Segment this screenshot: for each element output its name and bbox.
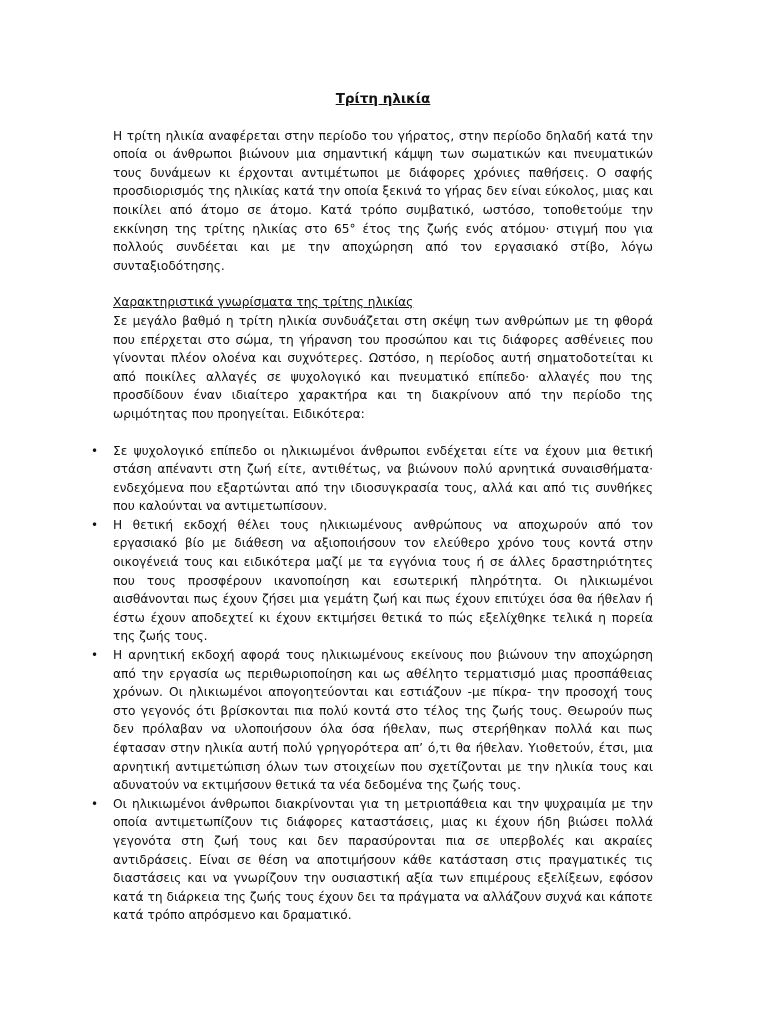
list-item [91, 795, 653, 925]
list-item-text: Η αρνητική εκδοχή αφορά τους ηλικιωμένους εκείνους που βιώνουν την αποχώρηση από την εργασία ως περιθωριοποίηση και ως αθέλητο τερματισμό μιας προσπάθειας χρόνων. Οι ηλικιωμένοι απογοητεύονται και εστιάζουν -με πίκρα- την προσοχή τους στο γεγονός ότι βρίσκονται πια πολύ κοντά στο τέλος της ζωής τους. Θεωρούν πως δεν πρόλαβαν να υλοποιήσουν όλα όσα ήθελαν, πως στερήθηκαν πολλά και πως έφτασαν στην ηλικία αυτή πολύ γρηγορότερα απ’ ό,τι θα ήθελαν. Υιοθετούν, έτσι, μια αρνητική αντιμετώπιση όλων των στοιχείων που σχετίζονται με την ηλικία τους και αδυνατούν να εκτιμήσουν θετικά τα νέα δεδομένα της ζωής τους. [113, 648, 653, 793]
intro-paragraph: Η τρίτη ηλικία αναφέρεται στην περίοδο του γήρατος, στην περίοδο δηλαδή κατά την οποία οι άνθρωποι βιώνουν μια σημαντική κάμψη των σωματικών και πνευματικών τους δυνάμεων κι έρχονται αντιμέτωποι με διάφορες χρόνιες παθήσεις. Ο σαφής προσδιορισμός της ηλικίας κατά την οποία ξεκινά το γήρας δεν είναι εύκολος, μιας και ποικίλει από άτομο σε άτομο. Κατά τρόπο συμβατικό, ωστόσο, τοποθετούμε την εκκίνηση της τρίτης ηλικίας στο 65° έτος της ζωής ενός ατόμου· στιγμή που για πολλούς συνδέεται και με την αποχώρηση από τον εργασιακό στίβο, λόγω συνταξιοδότησης. [113, 128, 653, 273]
bullet-icon: • [91, 517, 99, 532]
list-item [91, 646, 653, 795]
bullet-icon: • [91, 648, 99, 663]
page-title: Τρίτη ηλικία [335, 91, 431, 107]
document-page [91, 90, 653, 925]
bullet-icon: • [91, 443, 99, 458]
list-item-text: Σε ψυχολογικό επίπεδο οι ηλικιωμένοι άνθρωποι ενδέχεται είτε να έχουν μια θετική στάση απέναντι στη ζωή είτε, αντιθέτως, να βιώνουν πολύ αρνητικά συναισθήματα· ενδεχόμενα που εξαρτώνται από την ιδιοσυγκρασία τους, αλλά και από τις συνθήκες που καλούνται να αντιμετωπίσουν. [113, 443, 653, 514]
list-item-text: Οι ηλικιωμένοι άνθρωποι διακρίνονται για τη μετριοπάθεια και την ψυχραιμία με την οποία αντιμετωπίζουν τις διάφορες καταστάσεις, μιας κι έχουν ήδη βιώσει πολλά γεγονότα στη ζωή τους και δεν παρασύρονται πια σε υπερβολές και ακραίες αντιδράσεις. Είναι σε θέση να αποτιμήσουν κάθε κατάσταση στις πραγματικές τις διαστάσεις και να γνωρίζουν την ουσιαστική αξία των επιμέρους εξελίξεων, εφόσον κατά τη διάρκεια της ζωής τους έχουν δει τα πράγματα να αλλάζουν συχνά και κάποτε κατά τρόπο απρόσμενο και δραματικό. [113, 796, 653, 923]
list-item [91, 442, 653, 516]
list-item-text: Η θετική εκδοχή θέλει τους ηλικιωμένους ανθρώπους να αποχωρούν από τον εργασιακό βίο με διάθεση να αξιοποιήσουν τον ελεύθερο χρόνο τους κοντά στην οικογένειά τους και ειδικότερα μαζί με τα εγγόνια τους ή σε άλλες δραστηριότητες που τους προσφέρουν ικανοποίηση και εσωτερική πληρότητα. Οι ηλικιωμένοι αισθάνονται πως έχουν ζήσει μια γεμάτη ζωή και πως έχουν επιτύχει όσα θα ήθελαν ή έστω έχουν αποδεχτεί κι έχουν εκτιμήσει θετικά το πώς εξελίχθηκε τελικά η πορεία της ζωής τους. [113, 517, 653, 644]
paragraph-gap [113, 275, 653, 293]
section-heading: Χαρακτηριστικά γνωρίσματα της τρίτης ηλικίας [113, 295, 414, 310]
bullet-list [91, 442, 653, 925]
section-paragraph: Σε μεγάλο βαθμό η τρίτη ηλικία συνδυάζεται στη σκέψη των ανθρώπων με τη φθορά που επέρχεται στο σώμα, τη γήρανση του προσώπου και τις διάφορες ασθένειες που γίνονται πλέον ολοένα και συχνότερες. Ωστόσο, η περίοδος αυτή σηματοδοτείται κι από ποικίλες αλλαγές σε ψυχολογικό και πνευματικό επίπεδο· αλλαγές που της προσδίδουν έναν ιδιαίτερο χαρακτήρα και τη διακρίνουν από την περίοδο της ωριμότητας που προηγείται. Ειδικότερα: [113, 313, 653, 421]
bullet-icon: • [91, 796, 99, 811]
list-item [91, 516, 653, 646]
